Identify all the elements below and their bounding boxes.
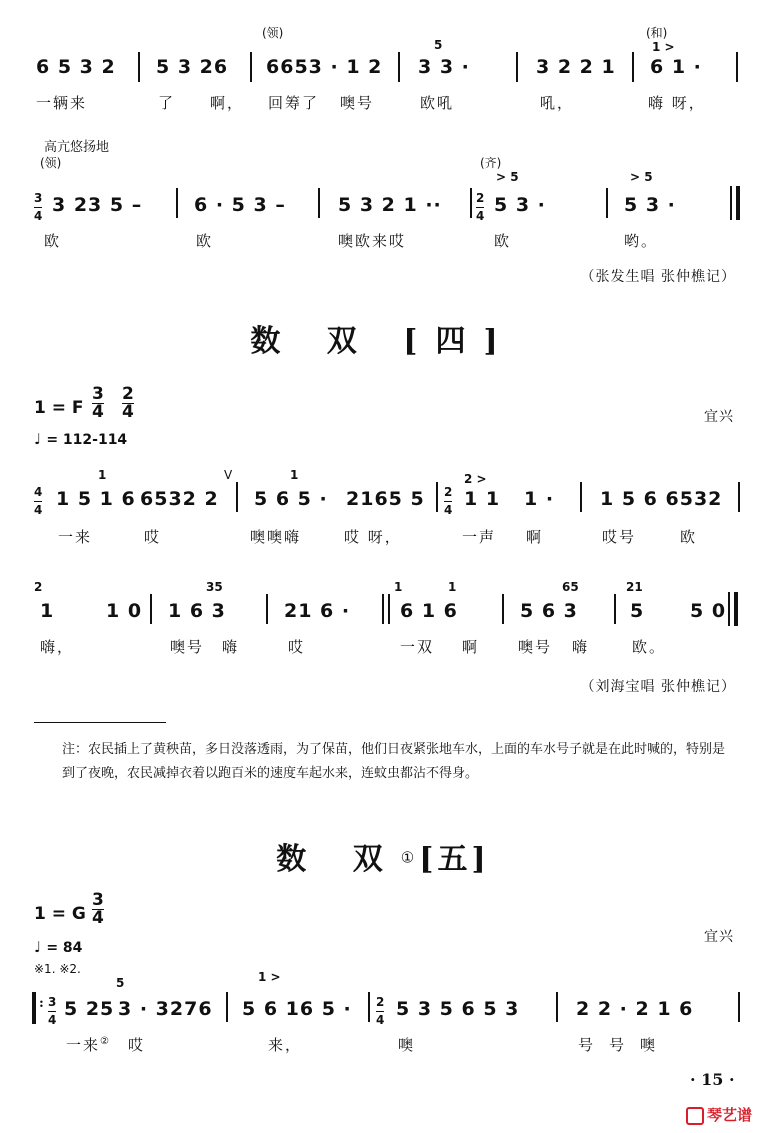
grace-note: 65 [562, 580, 579, 594]
measure-notes: 1 1 [464, 488, 501, 510]
barline [580, 482, 582, 512]
lyric: 欧 [44, 232, 62, 250]
measure-notes: 5 6 5 · [254, 488, 328, 510]
grace-note: 1 > [652, 40, 675, 54]
volta-marking: ※1. ※2. [34, 962, 81, 976]
meter: $\frac{3}{4}$ [92, 890, 104, 928]
footnote-text: 农民插上了黄秧苗，多日没落透雨，为了保苗，他们日夜紧张地车水，上面的车水号子就是在此时喊的，特别是到了夜晚，农民减掉衣着以跑百米的速度车起水来，连蚊虫都沾不得身。 [62, 742, 726, 781]
lyric: 噢号 [518, 638, 553, 656]
tempo-marking: ♩ = 84 [34, 938, 83, 956]
repeat-dots: : [39, 996, 44, 1011]
lyric: 一声 [462, 528, 497, 546]
barline [382, 594, 384, 624]
part-label-all: (齐) [480, 156, 502, 170]
barline [318, 188, 320, 218]
grace-note: 1 > [258, 970, 281, 984]
lyric: 嗨 [222, 638, 240, 656]
measure-notes: 6653 · 1 2 [266, 56, 383, 78]
barline [632, 52, 634, 82]
lyric: 啊， [210, 94, 245, 112]
grace-note: 1 [290, 468, 299, 482]
lyric: 哟。 [624, 232, 659, 250]
time-signature: $\frac{3}{4}$ [34, 191, 43, 223]
lyric: 欧。 [632, 638, 667, 656]
section-title-suffix: [五] [419, 842, 490, 877]
measure-notes: 3 2 2 1 [536, 56, 616, 78]
measure-notes: 6532 2 [140, 488, 219, 510]
time-signature: $\frac{3}{4}$ [48, 995, 57, 1027]
barline [398, 52, 400, 82]
barline [738, 482, 740, 512]
measure-notes: 21 6 · [284, 600, 351, 622]
lyric: 噢欧来哎 [338, 232, 407, 250]
repeat-barline [32, 992, 36, 1024]
lyric: 嗨 呀， [648, 94, 706, 112]
lyric: 啊 [526, 528, 544, 546]
grace-note: 1 [448, 580, 457, 594]
barline [388, 594, 390, 624]
grace-note: 1 [394, 580, 403, 594]
lyric: 嗨 [572, 638, 590, 656]
lyric: 啊 [462, 638, 480, 656]
measure-notes: 1 0 [106, 600, 143, 622]
barline [606, 188, 608, 218]
grace-note: 21 [626, 580, 643, 594]
measure-notes: 5 3 2 1 ·· [338, 194, 442, 216]
measure-notes: 5 [630, 600, 645, 622]
footnote-mark: ② [100, 1036, 111, 1047]
key-signature: 1 = F [34, 398, 84, 418]
lyric: 嗨， [40, 638, 75, 656]
lyric: 号号噢 [578, 1036, 672, 1054]
measure-notes: 3 · 3276 [118, 998, 213, 1020]
barline [176, 188, 178, 218]
part-label-lead: (领) [262, 26, 284, 40]
lyric: 来， [268, 1036, 303, 1054]
logo-icon [686, 1107, 704, 1125]
measure-notes: 6 · 5 3 – [194, 194, 286, 216]
key-signature: 1 = G [34, 904, 86, 924]
barline [368, 992, 370, 1022]
page-number: · 15 · [690, 1070, 735, 1089]
measure-notes: 3 23 5 – [52, 194, 143, 216]
measure-notes: 5 3 5 6 5 3 [396, 998, 520, 1020]
lyric: 噢号 [340, 94, 375, 112]
lyric: 回筹了 [268, 94, 320, 112]
lyric: 欧 [680, 528, 698, 546]
final-barline-thick [734, 592, 738, 626]
lyric: 噢 [398, 1036, 416, 1054]
credit: （张发生唱 张仲樵记） [580, 269, 736, 285]
grace-note: 5 [434, 38, 443, 52]
barline [138, 52, 140, 82]
lyric: 欧吼 [420, 94, 455, 112]
footnote-mark: ① [400, 848, 415, 867]
barline [470, 188, 472, 218]
footnote-rule [34, 722, 166, 723]
lyric: 欧 [196, 232, 214, 250]
footnote-label: 注： [62, 742, 89, 757]
measure-notes: 6 5 3 2 [36, 56, 116, 78]
measure-notes: 5 6 16 5 · [242, 998, 352, 1020]
measure-notes: 1 5 1 6 [56, 488, 136, 510]
lyric: 噢噢嗨 [250, 528, 302, 546]
lyric: 吼， [540, 94, 575, 112]
section-title: 数 双 [276, 842, 401, 877]
measure-notes: 5 6 3 [520, 600, 578, 622]
barline [556, 992, 558, 1022]
measure-notes: 5 25 [64, 998, 115, 1020]
lyric: 一来 [66, 1036, 101, 1054]
lyric: 哎 [288, 638, 306, 656]
section-title: 数 双 [四] [250, 324, 516, 359]
measure-notes: 2165 5 [346, 488, 425, 510]
measure-notes: 1 5 6 6532 [600, 488, 723, 510]
final-barline [730, 186, 732, 220]
grace-note: > 5 [630, 170, 653, 184]
watermark-logo: 琴艺谱 [686, 1104, 752, 1125]
barline [614, 594, 616, 624]
part-label-lead: (领) [40, 156, 62, 170]
region: 宜兴 [704, 929, 734, 945]
measure-notes: 5 3 26 [156, 56, 229, 78]
lyric: 一来 [58, 528, 93, 546]
time-signature: $\frac{2}{4}$ [444, 485, 453, 517]
barline [736, 52, 738, 82]
lyric: 一辆来 [36, 94, 88, 112]
part-label-harmony: (和) [646, 26, 668, 40]
measure-notes: 2 2 · 2 1 6 [576, 998, 694, 1020]
tempo-marking: ♩ = 112-114 [34, 430, 128, 448]
measure-notes: 5 3 · [624, 194, 676, 216]
grace-note: 35 [206, 580, 223, 594]
lyric: 哎号 [602, 528, 637, 546]
region: 宜兴 [704, 409, 734, 425]
measure-notes: 1 [40, 600, 55, 622]
grace-note: 5 [116, 976, 125, 990]
barline [502, 594, 504, 624]
lyric: 哎 [128, 1036, 146, 1054]
barline [150, 594, 152, 624]
final-barline-thick [736, 186, 740, 220]
barline [236, 482, 238, 512]
grace-note: 2 [34, 580, 43, 594]
quarter-note-icon: ♩ [34, 938, 42, 956]
lyric: 了 [158, 94, 176, 112]
lyric: 哎 呀， [344, 528, 402, 546]
barline [516, 52, 518, 82]
barline [226, 992, 228, 1022]
time-signature: $\frac{4}{4}$ [34, 485, 43, 517]
quarter-note-icon: ♩ [34, 430, 42, 448]
meter: $\frac{2}{4}$ [122, 384, 134, 422]
lyric: 哎 [144, 528, 162, 546]
meter: $\frac{3}{4}$ [92, 384, 104, 422]
barline [738, 992, 740, 1022]
direction: 高亢悠扬地 [44, 140, 110, 155]
barline [436, 482, 438, 512]
measure-notes: 6 1 6 [400, 600, 458, 622]
time-signature: $\frac{2}{4}$ [476, 191, 485, 223]
breath-mark: V [224, 468, 233, 482]
measure-notes: 5 3 · [494, 194, 546, 216]
measure-notes: 1 6 3 [168, 600, 226, 622]
measure-notes: 5 0 [690, 600, 727, 622]
grace-note: 1 [98, 468, 107, 482]
time-signature: $\frac{2}{4}$ [376, 995, 385, 1027]
barline [266, 594, 268, 624]
final-barline [728, 592, 730, 626]
lyric: 欧 [494, 232, 512, 250]
lyric: 噢号 [170, 638, 205, 656]
measure-notes: 6 1 · [650, 56, 702, 78]
grace-note: 2 > [464, 472, 487, 486]
credit: （刘海宝唱 张仲樵记） [580, 679, 736, 695]
measure-notes: 1 · [524, 488, 555, 510]
measure-notes: 3 3 · [418, 56, 470, 78]
grace-note: > 5 [496, 170, 519, 184]
lyric: 一双 [400, 638, 435, 656]
barline [250, 52, 252, 82]
